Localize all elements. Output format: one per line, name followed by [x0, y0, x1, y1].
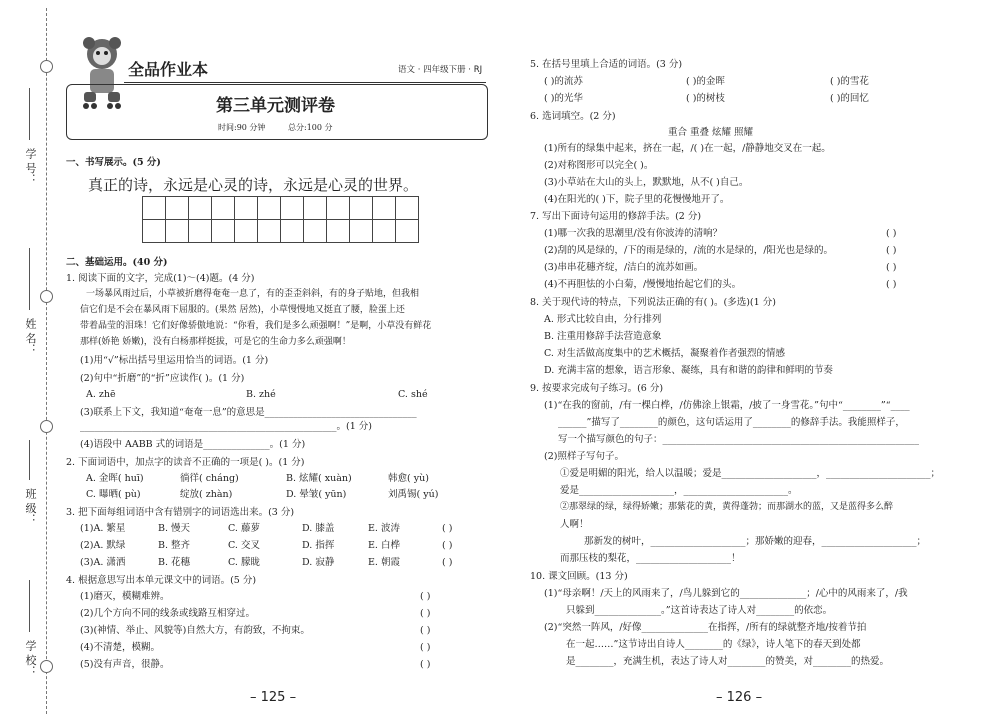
- option-c[interactable]: C. 对生活做高度集中的艺术概括，凝聚着作者强烈的情感: [544, 348, 785, 359]
- q3-cell[interactable]: D. 膝盖: [302, 523, 335, 534]
- q4-definition: (2)几个方向不同的线条或线路互相穿过。: [80, 608, 255, 619]
- q3-cell[interactable]: (1)A. 繁星: [80, 523, 126, 534]
- q6-item[interactable]: (2)对称图形可以完全( )。: [544, 160, 654, 171]
- writing-grid[interactable]: [142, 196, 419, 243]
- q7-verse: (3)串串花穗齐绽，/洁白的流苏如画。: [544, 262, 704, 273]
- option-b-word: 韩愈( yù): [388, 473, 429, 484]
- q10-text[interactable]: (2)“突然一阵风，/好像______________在指挥，/所有的绿就整齐地/按着节拍: [544, 622, 867, 633]
- option-d-word: 刘禹锡( yú): [388, 489, 439, 500]
- q10-text[interactable]: 是________，充满生机，表达了诗人对________的赞美，对________的热爱。: [566, 656, 890, 667]
- section-2-heading: 二、基础运用。(40 分): [66, 257, 168, 268]
- question-2: 2. 下面词语中，加点字的读音不正确的一项是( )。(1 分): [66, 457, 305, 468]
- q6-item[interactable]: (4)在阳光的( )下，院子里的花慢慢地开了。: [544, 194, 730, 205]
- question-1-1: (1)用“√”标出括号里运用恰当的词语。(1 分): [80, 355, 269, 366]
- list-item: [80, 590, 480, 607]
- q4-answer-blank[interactable]: ( ): [420, 642, 431, 653]
- q7-verse: (2)刮的风是绿的，/下的雨是绿的，/流的水是绿的，/阳光也是绿的。: [544, 245, 834, 256]
- q4-definition: (3)(神情、举止、风貌等)自然大方，有韵致，不拘束。: [80, 625, 310, 636]
- list-item: [80, 658, 480, 675]
- q3-answer-blank[interactable]: ( ): [442, 523, 453, 534]
- passage-line: 一场暴风雨过后，小草被折磨得奄奄一息了，有的歪歪斜斜，有的身子贴地，但我相: [86, 289, 420, 299]
- subject-label: 语文 · 四年级下册 · RJ: [398, 65, 483, 75]
- exam-time: 时间:90 分钟: [218, 123, 266, 132]
- student-number-line: [29, 88, 30, 140]
- q9-text[interactable]: (1)“在我的窗前，/有一棵白桦，/仿佛涂上银霜，/披了一身雪花。”句中“________”“____: [544, 400, 910, 411]
- q3-cell[interactable]: E. 白桦: [368, 540, 400, 551]
- option-c[interactable]: C. 曝晒( pù): [86, 489, 141, 500]
- option-d[interactable]: D. 晕皱( yūn): [286, 489, 347, 500]
- question-8: 8. 关于现代诗的特点，下列说法正确的有( )。(多选)(1 分): [530, 297, 776, 308]
- option-c-word: 绽放( zhàn): [180, 489, 233, 500]
- q3-cell[interactable]: E. 朝霞: [368, 557, 400, 568]
- question-3: 3. 把下面每组词语中含有错别字的词语选出来。(3 分): [66, 507, 295, 518]
- page-number: – 126 –: [716, 690, 763, 705]
- table-row: [80, 539, 480, 556]
- option-a-word: 徜徉( cháng): [180, 473, 239, 484]
- option-d[interactable]: D. 充满丰富的想象，语言形象、凝练，具有和谐的韵律和鲜明的节奏: [544, 365, 833, 376]
- q4-definition: (1)磨灭，模糊难辨。: [80, 591, 170, 602]
- page-number: – 125 –: [250, 690, 297, 705]
- binding-dash-line: [46, 8, 47, 714]
- q9-subheading: (2)照样子写句子。: [544, 451, 624, 462]
- calligraphy-sentence: 真正的诗，永远是心灵的诗，永远是心灵的世界。: [88, 176, 419, 194]
- student-name-line: [29, 248, 30, 310]
- question-1-3-answer-line[interactable]: ______________________________________________________。(1 分): [80, 421, 372, 432]
- word-bank: 重合 重叠 炫耀 照耀: [668, 127, 754, 138]
- q7-answer-blank[interactable]: ( ): [886, 245, 897, 256]
- q4-answer-blank[interactable]: ( ): [420, 591, 431, 602]
- binding-hole: [40, 420, 53, 433]
- question-1: 1. 阅读下面的文字，完成(1)～(4)题。(4 分): [66, 273, 255, 284]
- question-1-4[interactable]: (4)语段中 AABB 式的词语是______________。(1 分): [80, 439, 306, 450]
- passage-line: 那样(娇艳 娇嫩)，没有白杨那样挺拔，可是它的生命力多么顽强啊！: [80, 337, 351, 347]
- q7-answer-blank[interactable]: ( ): [886, 279, 897, 290]
- question-4-rows: [80, 590, 480, 675]
- q9-text[interactable]: 爱是____________________，______________________。: [560, 485, 798, 496]
- q10-text[interactable]: 只躲到______________。”这首诗表达了诗人对________的依恋。: [566, 605, 833, 616]
- page-right: [500, 0, 1000, 722]
- q3-cell[interactable]: C. 交叉: [228, 540, 260, 551]
- q10-text[interactable]: 在一起……”这节诗出自诗人________的《绿》，诗人笔下的春天到处都: [566, 639, 861, 650]
- question-7: 7. 写出下面诗句运用的修辞手法。(2 分): [530, 211, 702, 222]
- q9-text: 人啊！: [560, 519, 589, 530]
- question-1-3[interactable]: (3)联系上下文，我知道“奄奄一息”的意思是________________________________: [80, 407, 417, 418]
- question-9: 9. 按要求完成句子练习。(6 分): [530, 383, 664, 394]
- question-10: 10. 课文回顾。(13 分): [530, 571, 628, 582]
- student-name-label: 姓 名：: [24, 318, 37, 355]
- q3-cell[interactable]: B. 慢天: [158, 523, 191, 534]
- q4-answer-blank[interactable]: ( ): [420, 659, 431, 670]
- q5-blank[interactable]: ( )的雪花: [830, 76, 869, 87]
- q9-text[interactable]: 而那压枝的梨花，____________________！: [560, 553, 741, 564]
- option-c[interactable]: C. shé: [398, 389, 428, 400]
- q9-text[interactable]: 那新发的树叶，____________________；那娇嫩的迎春，____________________；: [584, 536, 927, 547]
- q5-blank[interactable]: ( )的光华: [544, 93, 583, 104]
- q4-definition: (5)没有声音，很静。: [80, 659, 170, 670]
- option-b[interactable]: B. 炫耀( xuàn): [286, 473, 352, 484]
- question-5: 5. 在括号里填上合适的词语。(3 分): [530, 59, 683, 70]
- passage-line: 信它们是不会在暴风雨下屈服的。(果然 居然)，小草慢慢地又挺直了腰，脸蛋上还: [80, 305, 405, 315]
- q3-cell[interactable]: E. 波涛: [368, 523, 400, 534]
- option-a[interactable]: A. 形式比较自由，分行排列: [544, 314, 662, 325]
- q3-cell[interactable]: C. 藤萝: [228, 523, 260, 534]
- table-row: [80, 522, 480, 539]
- q3-answer-blank[interactable]: ( ): [442, 557, 453, 568]
- page-title: 第三单元测评卷: [216, 96, 335, 116]
- q10-text[interactable]: (1)“母亲啊！/天上的风雨来了，/鸟儿躲到它的______________；/心中的风雨来了，/我: [544, 588, 908, 599]
- question-6: 6. 选词填空。(2 分): [530, 111, 616, 122]
- brand-logo-text: 全品作业本: [128, 60, 209, 79]
- binding-hole: [40, 290, 53, 303]
- q6-item[interactable]: (1)所有的绿集中起来，挤在一起，/( )在一起，/静静地交叉在一起。: [544, 143, 831, 154]
- q3-cell[interactable]: B. 整齐: [158, 540, 191, 551]
- q5-blank[interactable]: ( )的金晖: [686, 76, 725, 87]
- q9-text: ②那翠绿的绿，绿得娇嫩；那紫花的黄，黄得蓬勃；而那湖水的蓝，又是蓝得多么醉: [560, 502, 894, 512]
- q4-answer-blank[interactable]: ( ): [420, 608, 431, 619]
- binding-strip: [0, 0, 56, 722]
- q7-verse: (4)不再胆怯的小白菊，/慢慢地抬起它们的头。: [544, 279, 742, 290]
- q9-text[interactable]: ①爱是明媚的阳光，给人以温暖；爱是____________________，______________________；: [560, 468, 941, 479]
- q4-answer-blank[interactable]: ( ): [420, 625, 431, 636]
- list-item: [80, 607, 480, 624]
- q3-cell[interactable]: B. 花穗: [158, 557, 191, 568]
- q9-text[interactable]: 写一个描写颜色的句子：______________________________________________________: [558, 434, 920, 445]
- q5-blank[interactable]: ( )的回忆: [830, 93, 869, 104]
- q9-text[interactable]: ______”描写了________的颜色，这句话运用了________的修辞手法。我能照样子，: [558, 417, 905, 428]
- student-number-label: 学 号：: [24, 148, 37, 185]
- q3-cell[interactable]: D. 指挥: [302, 540, 335, 551]
- section-1-heading: 一、书写展示。(5 分): [66, 157, 161, 168]
- class-label: 班 级：: [24, 488, 37, 525]
- q4-definition: (4)不清楚，模糊。: [80, 642, 160, 653]
- school-line: [29, 580, 30, 632]
- binding-hole: [40, 660, 53, 673]
- q6-item[interactable]: (3)小草站在大山的头上，默默地，从不( )自己。: [544, 177, 749, 188]
- binding-hole: [40, 60, 53, 73]
- question-1-2: (2)句中“折磨”的“折”应读作( )。(1 分): [80, 373, 245, 384]
- school-label: 学 校：: [24, 640, 37, 677]
- q7-verse: (1)哪一次我的思潮里/没有你波涛的清响？: [544, 228, 723, 239]
- q7-answer-blank[interactable]: ( ): [886, 228, 897, 239]
- header-rule: [124, 82, 486, 83]
- q5-blank[interactable]: ( )的树枝: [686, 93, 725, 104]
- exam-score: 总分:100 分: [288, 123, 333, 132]
- option-b[interactable]: B. 注重用修辞手法营造意象: [544, 331, 662, 342]
- passage-line: 带着晶莹的泪珠！它们好像骄傲地说：“你看，我们是多么顽强啊！”是啊，小草没有鲜花: [80, 321, 432, 331]
- q3-answer-blank[interactable]: ( ): [442, 540, 453, 551]
- option-a[interactable]: A. zhē: [86, 389, 116, 400]
- q5-blank[interactable]: ( )的流苏: [544, 76, 583, 87]
- option-a[interactable]: A. 金晖( huī): [86, 473, 144, 484]
- q3-cell[interactable]: (3)A. 潇洒: [80, 557, 126, 568]
- q3-cell[interactable]: D. 寂静: [302, 557, 335, 568]
- class-line: [29, 440, 30, 480]
- q3-cell[interactable]: C. 朦眬: [228, 557, 260, 568]
- question-3-rows: [80, 522, 480, 573]
- q3-cell[interactable]: (2)A. 默绿: [80, 540, 126, 551]
- option-b[interactable]: B. zhé: [246, 389, 276, 400]
- table-row: [80, 556, 480, 573]
- q7-answer-blank[interactable]: ( ): [886, 262, 897, 273]
- list-item: [80, 641, 480, 658]
- question-4: 4. 根据意思写出本单元课文中的词语。(5 分): [66, 575, 257, 586]
- list-item: [80, 624, 480, 641]
